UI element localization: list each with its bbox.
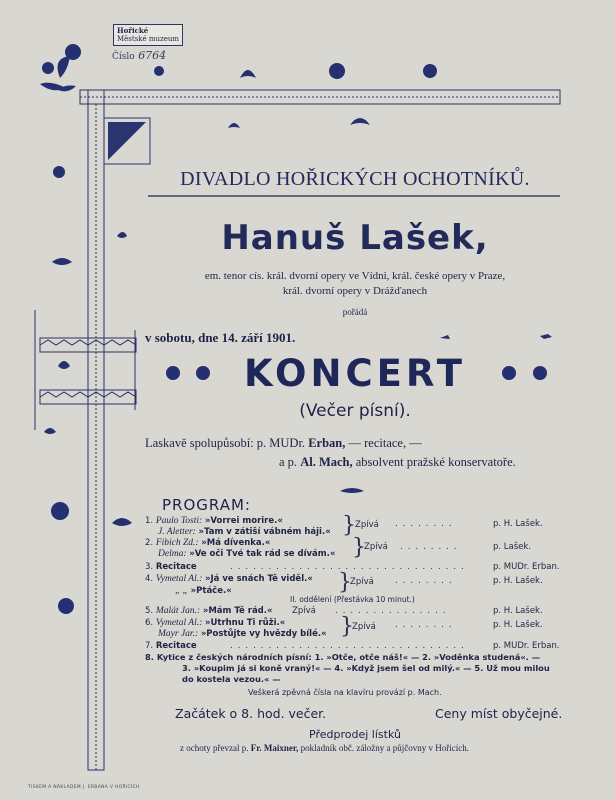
program-singer-label: Zpívá (364, 542, 388, 552)
program-performer: p. MUDr. Erban. (493, 562, 560, 572)
program-item-8-line-1: 8. Kytice z českých národních písní: 1. »Otče, otče náš!« — 2. »Voděnka studená«. — (145, 652, 541, 662)
program-composer: Paulo Tosti: (155, 516, 203, 526)
program-title: »Vorrei morire.« (204, 516, 283, 526)
program-number: 2. (145, 538, 154, 548)
program-singer-label: Zpívá (352, 622, 376, 632)
program-leader: ........ (395, 620, 457, 630)
performer-description-2: král. dvorní opery v Drážďanech (282, 285, 428, 297)
program-item (175, 586, 232, 596)
cooperation-suffix-2: absolvent pražské konservatoře. (355, 455, 516, 469)
program-title: »Ptáče.« (190, 586, 232, 596)
presents-text: pořádá (342, 307, 368, 317)
program-item (145, 562, 197, 572)
catalog-number-value: 6764 (138, 49, 167, 62)
program-composer: Malát Jan.: (155, 606, 201, 616)
program-item (145, 574, 313, 584)
program-number: 6. (145, 618, 154, 628)
catalog-number (112, 49, 166, 62)
presale-details (180, 743, 469, 753)
program-leader: ........ (395, 519, 457, 529)
program-number: 4. (145, 574, 154, 584)
concert-subtitle: (Večer písní). (299, 401, 411, 421)
cooperation-prefix-2: a p. (279, 455, 298, 469)
program-composer: Delma: (158, 549, 187, 559)
cooperation-name-2: Al. Mach, (300, 455, 353, 469)
program-brace: } (338, 570, 352, 595)
program-singer-label: Zpívá (292, 606, 316, 616)
start-time: Začátek o 8. hod. večer. (175, 706, 327, 721)
cooperation-suffix-1: — recitace, — (348, 436, 422, 450)
museum-stamp (113, 24, 183, 46)
cooperation-prefix-1: Laskavě spolupůsobí: p. MUDr. (145, 436, 306, 450)
program-item (145, 538, 270, 548)
program-brace: } (340, 614, 354, 639)
program-performer: p. H. Lašek. (493, 620, 543, 630)
catalog-number-label: Číslo (112, 52, 135, 62)
program-number: 3. (145, 562, 154, 572)
program-composer: „ „ (175, 586, 188, 596)
program-title: »Utrhnu Ti růži.« (204, 618, 286, 628)
program-performer: p. MUDr. Erban. (493, 641, 560, 651)
program-item-8-line-3: do kostela vezou.« — (182, 674, 281, 684)
program-item (158, 549, 335, 559)
program-title: »Mám Tě rád.« (202, 606, 273, 616)
program-composer: Fibich Zd.: (155, 538, 199, 548)
program-composer: J. Aletter: (158, 527, 196, 537)
program-item-8-line-2: 3. »Koupim já si koně vraný!« — 4. »Když jsem šel od milý.« — 5. Už mou milou (182, 663, 550, 673)
cooperation-line-1 (145, 436, 422, 451)
program-leader: ........ (400, 542, 462, 552)
ticket-prices: Ceny míst obyčejné. (435, 706, 563, 721)
program-title: »Má dívenka.« (201, 538, 271, 548)
presale-prefix: z ochoty převzal p. (180, 743, 249, 753)
cooperation-name-1: Erban, (308, 436, 346, 450)
event-date: v sobotu, dne 14. září 1901. (145, 330, 296, 345)
program-title: »Tam v zátiší vábném háji.« (198, 527, 331, 537)
program-item (145, 606, 273, 616)
performer-description-1: em. tenor cís. král. dvorní opery ve Vídni, král. české opery v Praze, (204, 270, 506, 282)
presale-name: Fr. Maixner, (250, 743, 299, 753)
program-title: Recitace (155, 641, 197, 651)
program-heading: PROGRAM: (162, 496, 251, 514)
stamp-line-1: Hořické (117, 26, 149, 35)
program-number: 7. (145, 641, 154, 651)
program-leader: ........ (395, 576, 457, 586)
theatre-heading: DIVADLO HOŘICKÝCH OCHOTNÍKŮ. (180, 168, 530, 190)
program-performer: p. Lašek. (493, 542, 532, 552)
program-performer: p. H. Lašek. (493, 519, 543, 529)
program-title: »Ve oči Tvé tak rád se dívám.« (189, 549, 336, 559)
program-composer: Vymetal Al.: (155, 618, 203, 628)
program-title: »Postůjte vy hvězdy bílé.« (200, 629, 327, 639)
program-composer: Mayr Jar.: (158, 629, 199, 639)
program-item (145, 618, 285, 628)
program-number: 5. (145, 606, 154, 616)
program-number: 1. (145, 516, 154, 526)
program-title: »Já ve snách Tě viděl.« (204, 574, 313, 584)
printer-imprint: TISKEM A NÁKLADEM J. ERBANA V HOŘICÍCH (28, 785, 140, 790)
program-performer: p. H. Lašek. (493, 606, 543, 616)
program-composer: Vymetal Al.: (155, 574, 203, 584)
program-item (145, 641, 197, 651)
program-item (145, 516, 283, 526)
program-title: Recitace (155, 562, 197, 572)
performer-name: Hanuš Lašek, (221, 218, 489, 258)
program-item (158, 527, 331, 537)
intermission: II. oddělení (Přestávka 10 minut.) (290, 595, 415, 604)
cooperation-line-2 (279, 455, 516, 470)
program-item (158, 629, 327, 639)
program-brace: } (352, 535, 366, 560)
program-leader: ............................... (230, 562, 469, 572)
program-performer: p. H. Lašek. (493, 576, 543, 586)
accompaniment-note: Veškerá zpěvná čísla na klavíru provází p. Mach. (248, 688, 442, 697)
stamp-line-2: Městské muzeum (117, 35, 180, 43)
program-brace: } (342, 513, 356, 538)
program-leader: ............................... (230, 641, 469, 651)
presale-title: Předprodej lístků (309, 728, 401, 741)
concert-title: KONCERT (244, 352, 466, 395)
program-singer-label: Zpívá (350, 577, 374, 587)
program-leader: ............... (335, 606, 451, 616)
program-singer-label: Zpívá (355, 520, 379, 530)
presale-suffix: pokladník obč. záložny a půjčovny v Hořicích. (300, 743, 470, 753)
